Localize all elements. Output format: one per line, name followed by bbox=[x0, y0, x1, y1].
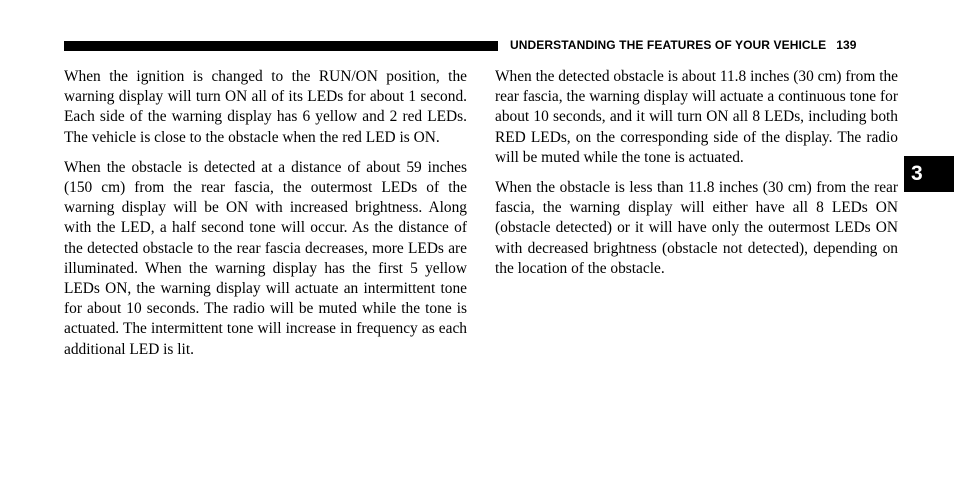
header-title: UNDERSTANDING THE FEATURES OF YOUR VEHICLE bbox=[510, 38, 827, 52]
paragraph: When the detected obstacle is about 11.8 inches (30 cm) from the rear fascia, the warning display will actuate a continuous tone for about 10 seconds, and it will turn ON all 8 LEDs, including both RED LEDs, on the corresponding side of the display. The radio will be muted while the tone is actuated. bbox=[495, 68, 898, 166]
paragraph: When the obstacle is detected at a distance of about 59 inches (150 cm) from the rear fascia, the outermost LEDs of the warning display will be ON with increased brightness. Along with the LED, a half second tone will occur. As the distance of the detected obstacle to the rear fascia decreases, more LEDs are illuminated. When the warning display has the first 5 yellow LEDs ON, the warning display will actuate an intermittent tone for about 10 seconds. The radio will be muted while the tone is actuated. The intermittent tone will increase in frequency as each additional LED is lit. bbox=[64, 158, 467, 358]
header-rule bbox=[64, 41, 498, 51]
page-number: 139 bbox=[836, 38, 857, 52]
running-header bbox=[510, 38, 857, 52]
right-column bbox=[495, 67, 898, 289]
paragraph: When the ignition is changed to the RUN/ON position, the warning display will turn ON all of its LEDs for about 1 second. Each side of the warning display has 6 yellow and 2 red LEDs. The vehicle is close to the obstacle when the red LED is ON. bbox=[64, 68, 467, 146]
chapter-tab: 3 bbox=[904, 156, 954, 192]
paragraph: When the obstacle is less than 11.8 inches (30 cm) from the rear fascia, the warning display will either have all 8 LEDs ON (obstacle detected) or it will have only the outermost LEDs ON with decreased brightness (obstacle not detected), depending on the location of the obstacle. bbox=[495, 179, 898, 277]
left-column bbox=[64, 67, 467, 370]
